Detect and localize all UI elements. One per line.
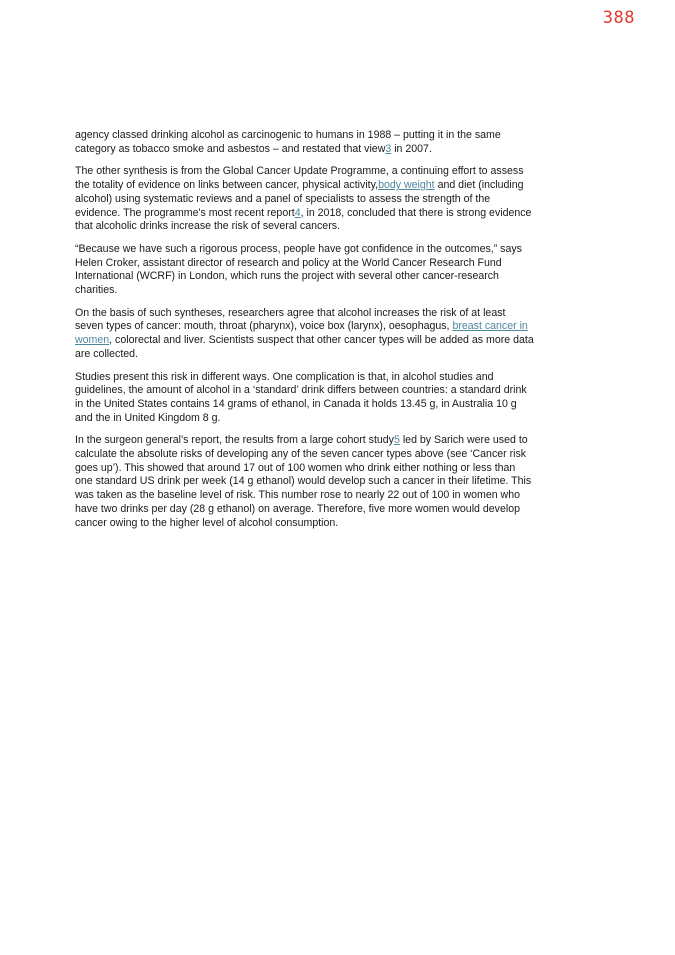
paragraph-1 [75, 129, 535, 156]
paragraph-text: In the surgeon general’s report, the results from a large cohort study [75, 434, 394, 447]
reference-link-4[interactable]: 4 [294, 206, 301, 219]
breast-cancer-link[interactable]: breast cancer in women [75, 320, 528, 347]
paragraph-4 [75, 307, 535, 362]
paragraph-text: and diet (including alcohol) using systematic reviews and a panel of specialists to assess the strength of the evidence. The programme's most recent report [75, 179, 524, 219]
body-weight-link[interactable]: body weight [378, 179, 435, 192]
paragraph-2 [75, 165, 535, 234]
paragraph-text: Studies present this risk in different ways. One complication is that, in alcohol studies and guidelines, the amount of alcohol in a ‘standard’ drink differs between countries: a standard drink in the United States contains 14 grams of ethanol, in Canada it holds 13.45 g, in Australia 10 g and the in United Kingdom 8 g. [75, 370, 527, 424]
paragraph-text: On the basis of such syntheses, researchers agree that alcohol increases the risk of at least seven types of cancer: mouth, throat (pharynx), voice box (larynx), oesophagus, [75, 306, 506, 333]
paragraph-text: , in 2018, concluded that there is strong evidence that alcoholic drinks increase the risk of several cancers. [75, 206, 532, 233]
paragraph-text: led by Sarich were used to calculate the absolute risks of developing any of the seven cancer types above (see ‘Cancer risk goes up’). This showed that around 17 out of 100 women who drink either nothing or less than one standard US drink per week (14 g ethanol) would develop such a cancer in their lifetime. This was taken as the baseline level of risk. This number rose to nearly 22 out of 100 in women who have two drinks per day (28 g ethanol) on average. Therefore, five more women would develop cancer owing to the higher level of alcohol consumption. [75, 434, 532, 529]
paragraph-text: in 2007. [391, 142, 432, 155]
paragraph-text: , colorectal and liver. Scientists suspect that other cancer types will be added as more data are collected. [75, 334, 534, 360]
paragraph-text: agency classed drinking alcohol as carcinogenic to humans in 1988 – putting it in the same category as tobacco smoke and asbestos – and restated that view [75, 129, 501, 155]
paragraph-6 [75, 434, 535, 530]
paragraph-text: “Because we have such a rigorous process, people have got confidence in the outcomes,” says Helen Croker, assistant director of research and policy at the World Cancer Research Fund International (WCRF) in London, which runs the project with several other cancer-research charities. [75, 242, 522, 297]
reference-link-3[interactable]: 3 [385, 142, 392, 155]
paragraph-text: The other synthesis is from the Global Cancer Update Programme, a continuing effort to assess the totality of evidence on links between cancer, physical activity, [75, 165, 524, 192]
paragraph-3 [75, 243, 535, 298]
reference-link-5[interactable]: 5 [393, 434, 400, 447]
paragraph-5 [75, 371, 535, 426]
page-number: 388 [602, 8, 635, 28]
article-body [75, 129, 535, 539]
